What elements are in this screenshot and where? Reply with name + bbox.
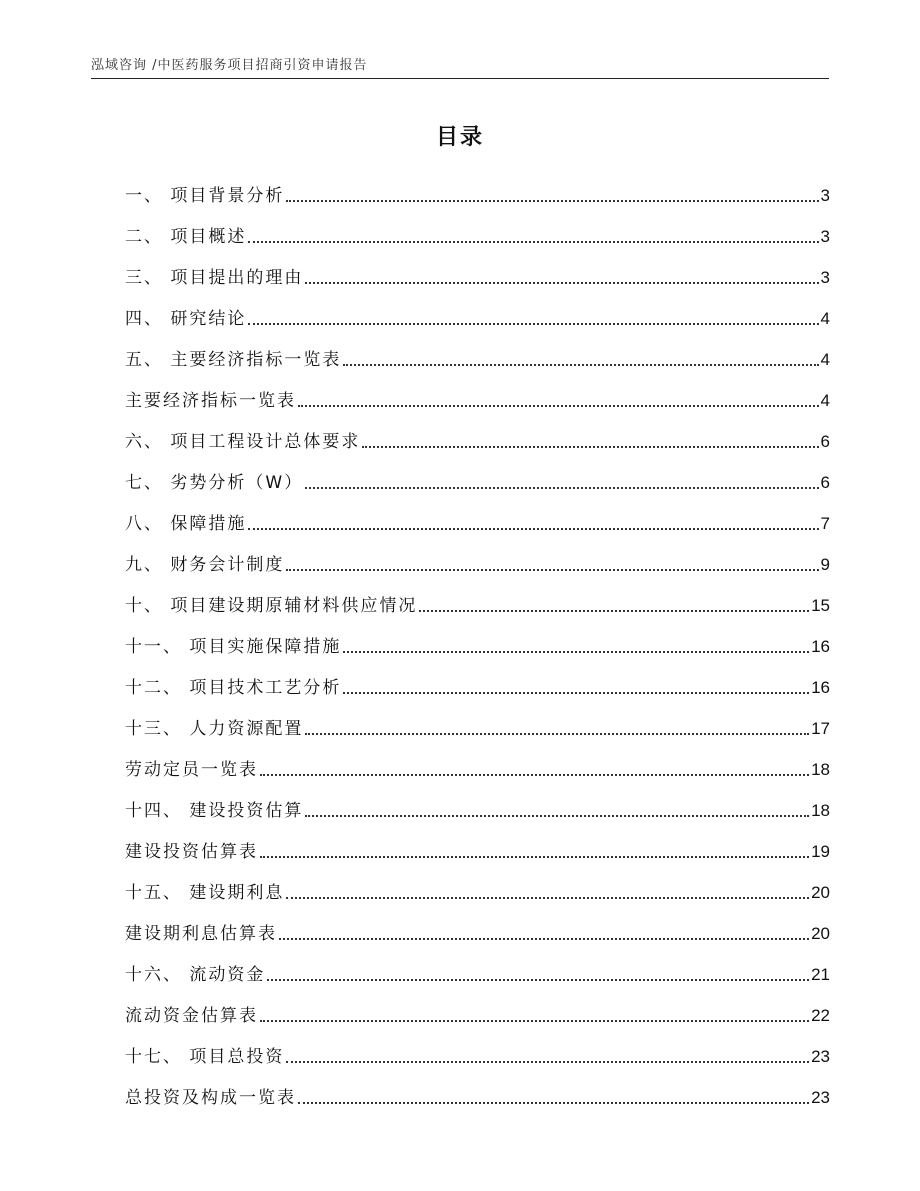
toc-entry-page: 9 <box>820 555 830 574</box>
toc-entry-page: 16 <box>811 637 830 656</box>
toc-dot-leader <box>305 815 809 817</box>
toc-entry-label: 十、 项目建设期原辅材料供应情况 <box>125 596 418 616</box>
toc-entry-page: 20 <box>811 924 830 943</box>
toc-entry-page: 23 <box>811 1047 830 1066</box>
toc-entry-label: 十六、 流动资金 <box>125 965 266 985</box>
toc-entry-page: 7 <box>820 514 830 533</box>
toc-entry-label: 八、 保障措施 <box>125 514 247 534</box>
toc-entry[interactable] <box>125 174 830 215</box>
header-rule <box>91 78 829 79</box>
toc-entry[interactable] <box>125 789 830 830</box>
toc-entry-page: 4 <box>820 350 830 369</box>
toc-entry[interactable] <box>125 748 830 789</box>
toc-entry-page: 3 <box>820 186 830 205</box>
toc-dot-leader <box>260 856 809 858</box>
toc-entry-page: 3 <box>820 268 830 287</box>
toc-entry[interactable] <box>125 912 830 953</box>
toc-entry[interactable] <box>125 625 830 666</box>
toc-dot-leader <box>343 364 818 366</box>
toc-entry-page: 19 <box>811 842 830 861</box>
toc-entry[interactable] <box>125 215 830 256</box>
toc-entry[interactable] <box>125 830 830 871</box>
toc-entry-label: 建设投资估算表 <box>125 842 258 862</box>
toc-dot-leader <box>305 282 818 284</box>
toc-entry-label: 建设期利息估算表 <box>125 924 277 944</box>
toc-entry-page: 15 <box>811 596 830 615</box>
toc-entry-page: 22 <box>811 1006 830 1025</box>
toc-entry[interactable] <box>125 707 830 748</box>
toc-dot-leader <box>260 1020 809 1022</box>
toc-dot-leader <box>298 405 819 407</box>
toc-entry-label: 九、 财务会计制度 <box>125 555 285 575</box>
toc-entry[interactable] <box>125 994 830 1035</box>
toc-dot-leader <box>343 692 809 694</box>
toc-dot-leader <box>305 733 809 735</box>
toc-dot-leader <box>286 569 818 571</box>
toc-entry[interactable] <box>125 1076 830 1117</box>
toc-entry-page: 17 <box>811 719 830 738</box>
toc-entry[interactable] <box>125 666 830 707</box>
toc-entry-label: 五、 主要经济指标一览表 <box>125 350 342 370</box>
toc-dot-leader <box>279 938 809 940</box>
toc-entry[interactable] <box>125 584 830 625</box>
toc-entry-page: 23 <box>811 1088 830 1107</box>
toc-entry-label: 十五、 建设期利息 <box>125 883 285 903</box>
toc-entry-page: 3 <box>820 227 830 246</box>
toc-entry[interactable] <box>125 871 830 912</box>
toc-entry[interactable] <box>125 420 830 461</box>
toc-entry-page: 6 <box>820 432 830 451</box>
toc-entry[interactable] <box>125 379 830 420</box>
toc-entry[interactable] <box>125 953 830 994</box>
toc-dot-leader <box>362 446 818 448</box>
toc-dot-leader <box>298 1102 809 1104</box>
toc-entry-page: 4 <box>820 391 830 410</box>
toc-entry[interactable] <box>125 338 830 379</box>
toc-dot-leader <box>286 897 809 899</box>
toc-dot-leader <box>419 610 809 612</box>
toc-entry-page: 20 <box>811 883 830 902</box>
toc-entry-label: 流动资金估算表 <box>125 1006 258 1026</box>
toc-entry[interactable] <box>125 543 830 584</box>
toc-entry-label: 十二、 项目技术工艺分析 <box>125 678 342 698</box>
toc-entry-label: 十三、 人力资源配置 <box>125 719 304 739</box>
toc-entry-page: 18 <box>811 760 830 779</box>
toc-title: 目录 <box>435 125 484 150</box>
toc-entry-label: 劳动定员一览表 <box>125 760 258 780</box>
toc-entry-label: 总投资及构成一览表 <box>125 1088 296 1108</box>
toc-entry-label: 十四、 建设投资估算 <box>125 801 304 821</box>
toc-entry-page: 16 <box>811 678 830 697</box>
toc-entry[interactable] <box>125 297 830 338</box>
toc-dot-leader <box>248 241 818 243</box>
toc-entry[interactable] <box>125 461 830 502</box>
toc-entry-label: 十一、 项目实施保障措施 <box>125 637 342 657</box>
running-header: 泓域咨询 /中医药服务项目招商引资申请报告 <box>91 58 368 73</box>
toc-dot-leader <box>260 774 809 776</box>
toc-entry-label: 一、 项目背景分析 <box>125 186 285 206</box>
toc-dot-leader <box>343 651 809 653</box>
toc-dot-leader <box>248 323 818 325</box>
toc-dot-leader <box>286 1061 809 1063</box>
toc-entry[interactable] <box>125 256 830 297</box>
toc-entry-page: 6 <box>820 473 830 492</box>
table-of-contents <box>125 174 830 1117</box>
toc-entry-page: 18 <box>811 801 830 820</box>
toc-entry[interactable] <box>125 502 830 543</box>
toc-entry-page: 21 <box>811 965 830 984</box>
toc-dot-leader <box>267 979 809 981</box>
toc-entry-label: 四、 研究结论 <box>125 309 247 329</box>
toc-entry-label: 六、 项目工程设计总体要求 <box>125 432 361 452</box>
toc-dot-leader <box>286 200 818 202</box>
toc-entry[interactable] <box>125 1035 830 1076</box>
toc-entry-label: 三、 项目提出的理由 <box>125 268 304 288</box>
toc-entry-label: 二、 项目概述 <box>125 227 247 247</box>
toc-dot-leader <box>305 487 818 489</box>
toc-entry-label: 主要经济指标一览表 <box>125 391 296 411</box>
toc-entry-label: 十七、 项目总投资 <box>125 1047 285 1067</box>
toc-entry-page: 4 <box>820 309 830 328</box>
toc-entry-label: 七、 劣势分析（W） <box>125 473 304 493</box>
toc-dot-leader <box>248 528 818 530</box>
